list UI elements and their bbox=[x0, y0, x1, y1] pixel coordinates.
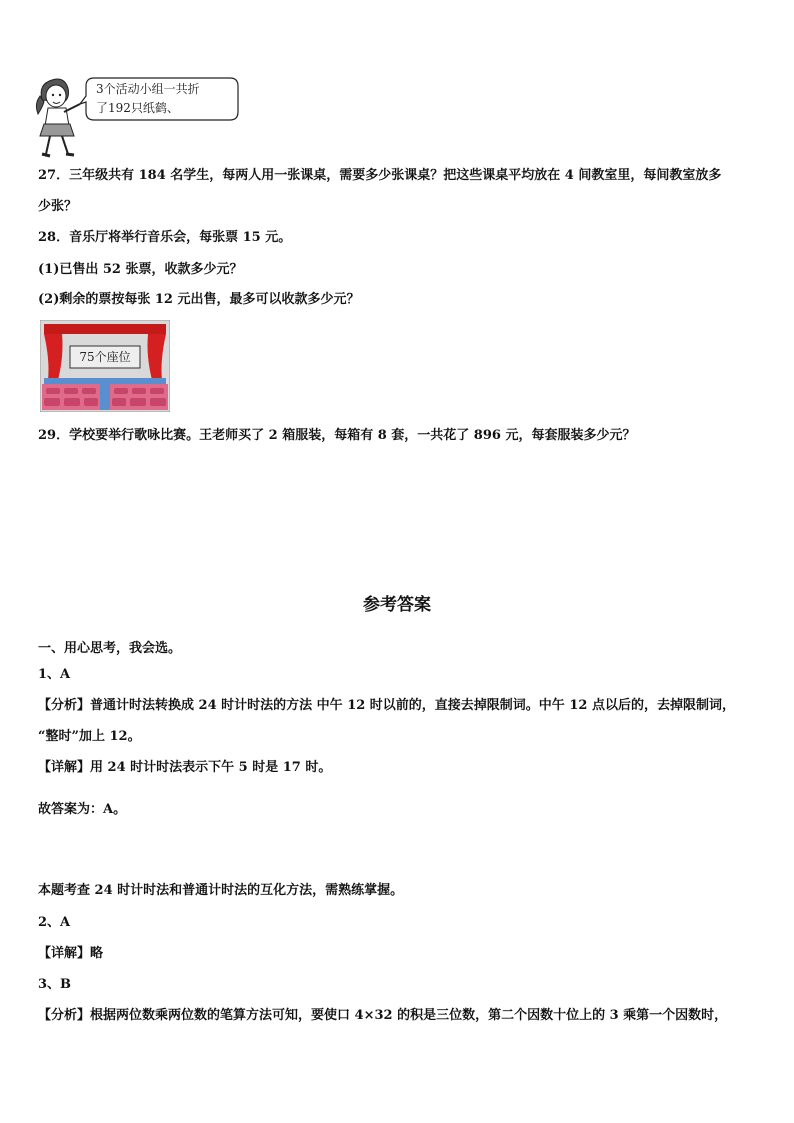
concert-hall-illustration bbox=[40, 320, 170, 412]
girl-illustration bbox=[34, 74, 244, 160]
q27-line2: 少张？ bbox=[38, 199, 78, 214]
speech-bubble-line1: 3个活动小组一共折 bbox=[96, 82, 200, 96]
q28-part1: (1)已售出 52 张票，收款多少元？ bbox=[38, 262, 243, 277]
speech-bubble-line2: 了192只纸鹤、 bbox=[96, 101, 179, 115]
seat-count-sign: 75个座位 bbox=[79, 350, 131, 364]
section1-heading: 一、用心思考，我会选。 bbox=[38, 641, 182, 656]
answer1-label: 1、A bbox=[38, 667, 71, 682]
q27-line1: 27．三年级共有 184 名学生，每两人用一张课桌，需要多少张课桌？把这些课桌平均放在 4 间教室里，每间教室放多 bbox=[38, 168, 722, 183]
answer3-analysis: 【分析】根据两位数乘两位数的笔算方法可知，要使口 4×32 的积是三位数，第二个因数十位上的 3 乘第一个因数时， bbox=[38, 1008, 728, 1023]
answer1-detail: 【详解】用 24 时计时法表示下午 5 时是 17 时。 bbox=[38, 760, 332, 775]
q28-part2: (2)剩余的票按每张 12 元出售，最多可以收款多少元？ bbox=[38, 292, 360, 307]
answer1-analysis-line2: “整时”加上 12。 bbox=[38, 729, 141, 744]
stage-drawing bbox=[40, 320, 170, 412]
q29-text: 29．学校要举行歌咏比赛。王老师买了 2 箱服装，每箱有 8 套，一共花了 896 元，每套服装多少元？ bbox=[38, 428, 636, 443]
answer3-label: 3、B bbox=[38, 977, 72, 992]
answer1-comment: 本题考查 24 时计时法和普通计时法的互化方法，需熟练掌握。 bbox=[38, 883, 404, 898]
answer2-label: 2、A bbox=[38, 915, 71, 930]
answer2-detail: 【详解】略 bbox=[38, 946, 104, 961]
answers-title: 参考答案 bbox=[363, 595, 431, 615]
answer1-conclusion: 故答案为：A。 bbox=[38, 802, 127, 817]
q28-stem: 28．音乐厅将举行音乐会，每张票 15 元。 bbox=[38, 230, 292, 245]
answer1-analysis-line1: 【分析】普通计时法转换成 24 时计时法的方法 中午 12 时以前的，直接去掉限制词。中午 12 点以后的，去掉限制词， bbox=[38, 698, 735, 713]
